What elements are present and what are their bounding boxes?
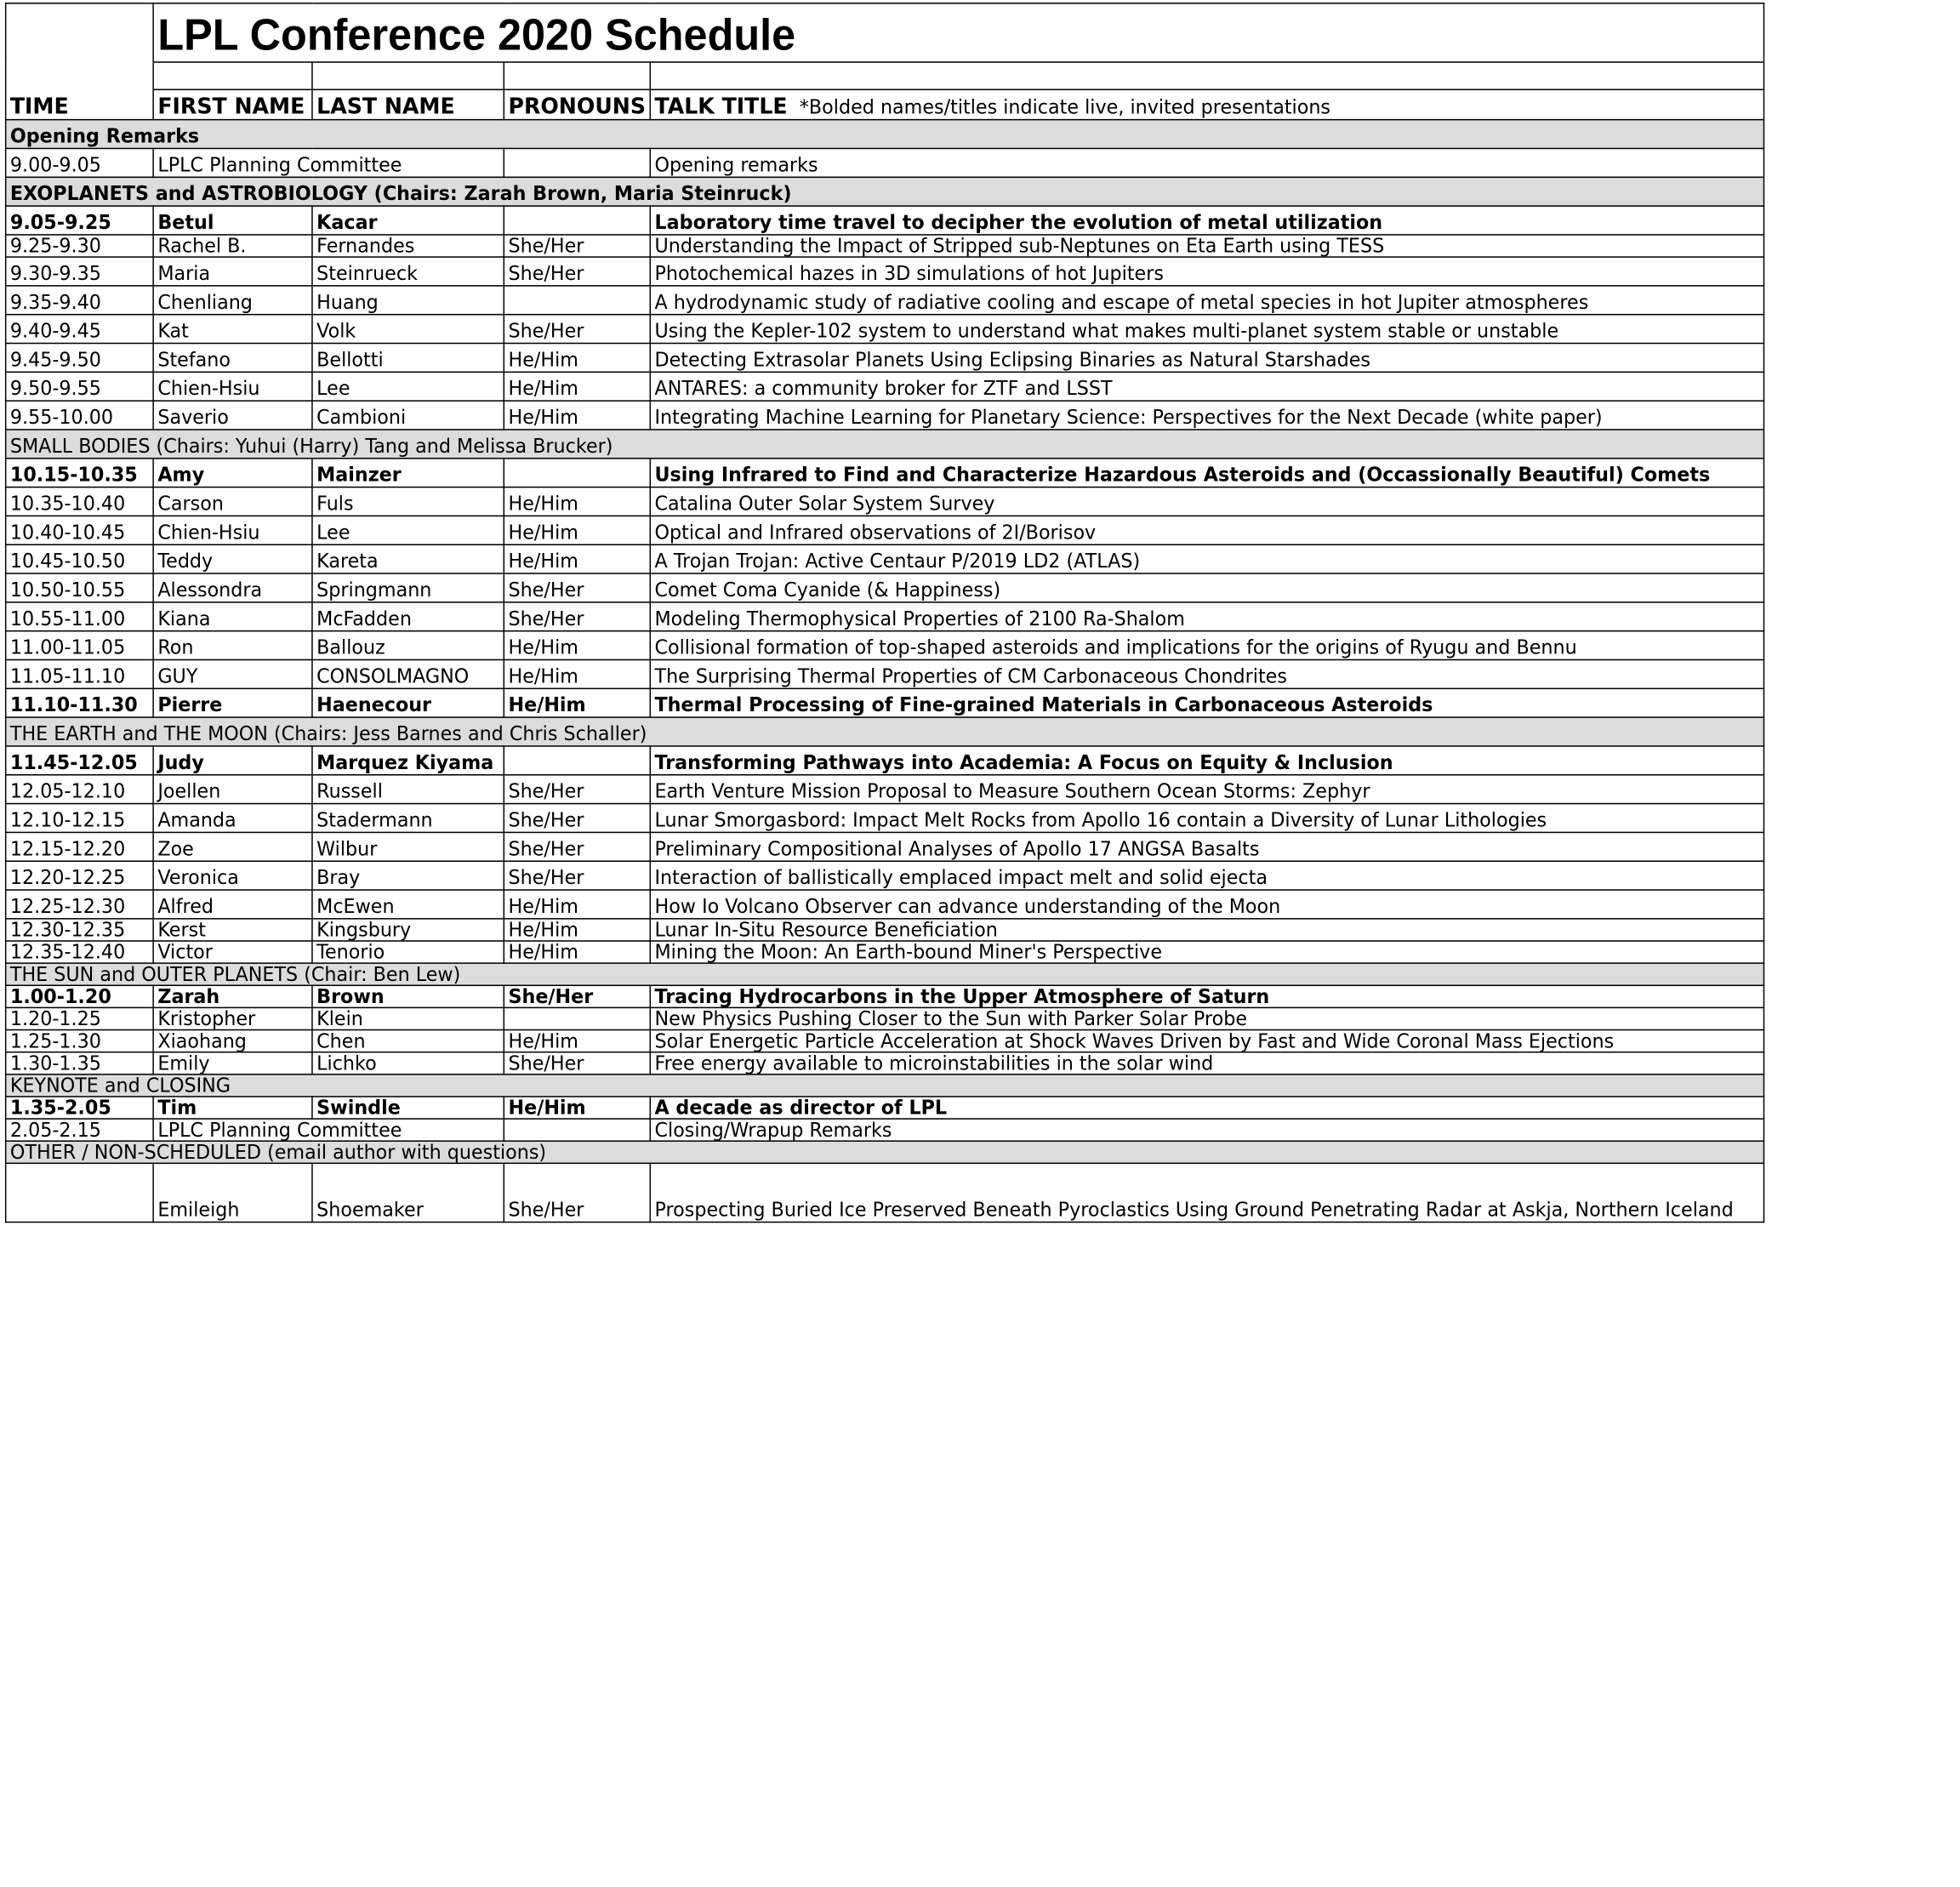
section-header-row xyxy=(6,430,1764,459)
time-cell: 1.35-2.05 xyxy=(6,1097,153,1119)
last-name-cell: Shoemaker xyxy=(312,1163,504,1222)
pronouns-cell: He/Him xyxy=(504,344,650,373)
first-name-cell: Chien-Hsiu xyxy=(153,372,312,401)
section-header: THE EARTH and THE MOON (Chairs: Jess Barnes and Chris Schaller) xyxy=(6,717,1764,746)
time-cell: 12.20-12.25 xyxy=(6,861,153,890)
pronouns-cell: She/Her xyxy=(504,602,650,631)
title-blank-cell xyxy=(6,3,153,62)
pronouns-cell: She/Her xyxy=(504,985,650,1007)
pronouns-cell: He/Him xyxy=(504,660,650,689)
time-cell: 11.10-11.30 xyxy=(6,688,153,717)
talk-title-cell: A hydrodynamic study of radiative cooling and escape of metal species in hot Jupiter atmospheres xyxy=(650,286,1763,315)
last-name-cell: Lee xyxy=(312,516,504,544)
schedule-row xyxy=(6,775,1764,804)
page-title: LPL Conference 2020 Schedule xyxy=(157,10,796,60)
schedule-row xyxy=(6,832,1764,861)
talk-title-cell: Understanding the Impact of Stripped sub-Neptunes on Eta Earth using TESS xyxy=(650,235,1763,257)
pronouns-cell: He/Him xyxy=(504,919,650,941)
last-name-cell: Fuls xyxy=(312,487,504,516)
schedule-row xyxy=(6,148,1764,177)
schedule-row xyxy=(6,919,1764,941)
schedule-row xyxy=(6,631,1764,660)
last-name-cell: Kareta xyxy=(312,544,504,573)
section-header-row xyxy=(6,717,1764,746)
section-header-row xyxy=(6,177,1764,206)
first-name-cell: Ron xyxy=(153,631,312,660)
presenter-cell: LPLC Planning Committee xyxy=(153,148,504,177)
pronouns-cell xyxy=(504,1007,650,1029)
time-cell: 10.45-10.50 xyxy=(6,544,153,573)
section-header-row xyxy=(6,1075,1764,1097)
schedule-row xyxy=(6,1007,1764,1029)
title-row xyxy=(6,3,1764,62)
last-name-cell: Steinrueck xyxy=(312,257,504,286)
talk-title-cell: Integrating Machine Learning for Planetary Science: Perspectives for the Next Decade (white paper) xyxy=(650,401,1763,430)
first-name-cell: Teddy xyxy=(153,544,312,573)
schedule-row xyxy=(6,235,1764,257)
time-cell: 1.20-1.25 xyxy=(6,1007,153,1029)
last-name-cell: Cambioni xyxy=(312,401,504,430)
schedule-row xyxy=(6,602,1764,631)
spacer-cell xyxy=(312,62,504,89)
section-header-row xyxy=(6,1141,1764,1163)
pronouns-cell: She/Her xyxy=(504,1163,650,1222)
first-name-cell: Carson xyxy=(153,487,312,516)
first-name-cell: Veronica xyxy=(153,861,312,890)
talk-title-cell: Earth Venture Mission Proposal to Measure Southern Ocean Storms: Zephyr xyxy=(650,775,1763,804)
section-header-row xyxy=(6,963,1764,985)
pronouns-cell xyxy=(504,286,650,315)
pronouns-cell xyxy=(504,148,650,177)
schedule-row xyxy=(6,459,1764,487)
time-cell: 10.50-10.55 xyxy=(6,573,153,602)
last-name-cell: Haenecour xyxy=(312,688,504,717)
pronouns-cell: She/Her xyxy=(504,235,650,257)
talk-title-cell: Modeling Thermophysical Properties of 2100 Ra-Shalom xyxy=(650,602,1763,631)
talk-title-cell: Comet Coma Cyanide (& Happiness) xyxy=(650,573,1763,602)
time-cell: 1.25-1.30 xyxy=(6,1030,153,1052)
spacer-cell xyxy=(650,62,1763,89)
schedule-row xyxy=(6,941,1764,963)
time-cell: 12.35-12.40 xyxy=(6,941,153,963)
talk-title-cell: Photochemical hazes in 3D simulations of hot Jupiters xyxy=(650,257,1763,286)
time-cell: 9.35-9.40 xyxy=(6,286,153,315)
presenter-cell: LPLC Planning Committee xyxy=(153,1119,504,1141)
first-name-cell: Xiaohang xyxy=(153,1030,312,1052)
schedule-row xyxy=(6,286,1764,315)
pronouns-cell: He/Him xyxy=(504,401,650,430)
schedule-row xyxy=(6,1097,1764,1119)
first-name-cell: Amanda xyxy=(153,804,312,833)
talk-title-cell: Lunar In-Situ Resource Beneficiation xyxy=(650,919,1763,941)
time-cell: 11.45-12.05 xyxy=(6,746,153,775)
pronouns-cell: He/Him xyxy=(504,487,650,516)
first-name-cell: GUY xyxy=(153,660,312,689)
last-name-cell: CONSOLMAGNO xyxy=(312,660,504,689)
section-header: THE SUN and OUTER PLANETS (Chair: Ben Lew) xyxy=(6,963,1764,985)
column-header-time: TIME xyxy=(6,89,153,119)
last-name-cell: Fernandes xyxy=(312,235,504,257)
column-header-last-name: LAST NAME xyxy=(312,89,504,119)
pronouns-cell: She/Her xyxy=(504,1052,650,1075)
talk-title-cell: Thermal Processing of Fine-grained Materials in Carbonaceous Asteroids xyxy=(650,688,1763,717)
schedule-row xyxy=(6,401,1764,430)
talk-title-cell: Interaction of ballistically emplaced impact melt and solid ejecta xyxy=(650,861,1763,890)
talk-title-cell: Free energy available to microinstabilities in the solar wind xyxy=(650,1052,1763,1075)
time-cell: 1.30-1.35 xyxy=(6,1052,153,1075)
last-name-cell: Springmann xyxy=(312,573,504,602)
first-name-cell: Amy xyxy=(153,459,312,487)
pronouns-cell: She/Her xyxy=(504,573,650,602)
schedule-row xyxy=(6,573,1764,602)
last-name-cell: Wilbur xyxy=(312,832,504,861)
talk-title-cell: Collisional formation of top-shaped asteroids and implications for the origins of Ryugu and Bennu xyxy=(650,631,1763,660)
time-cell: 12.05-12.10 xyxy=(6,775,153,804)
talk-title-cell: Tracing Hydrocarbons in the Upper Atmosphere of Saturn xyxy=(650,985,1763,1007)
pronouns-cell: He/Him xyxy=(504,890,650,919)
last-name-cell: Huang xyxy=(312,286,504,315)
schedule-table xyxy=(5,3,1764,1223)
time-cell: 9.30-9.35 xyxy=(6,257,153,286)
schedule-row xyxy=(6,660,1764,689)
talk-title-cell: Prospecting Buried Ice Preserved Beneath Pyroclastics Using Ground Penetrating Radar at Askja, Northern Iceland xyxy=(650,1163,1763,1222)
header-row xyxy=(6,89,1764,119)
time-cell: 11.05-11.10 xyxy=(6,660,153,689)
pronouns-cell: She/Her xyxy=(504,804,650,833)
pronouns-cell: She/Her xyxy=(504,315,650,344)
last-name-cell: Stadermann xyxy=(312,804,504,833)
first-name-cell: Chien-Hsiu xyxy=(153,516,312,544)
talk-title-cell: Opening remarks xyxy=(650,148,1763,177)
talk-title-cell: Optical and Infrared observations of 2I/Borisov xyxy=(650,516,1763,544)
schedule-row xyxy=(6,257,1764,286)
talk-title-cell: Lunar Smorgasbord: Impact Melt Rocks from Apollo 16 contain a Diversity of Lunar Lithologies xyxy=(650,804,1763,833)
talk-title-cell: Transforming Pathways into Academia: A Focus on Equity & Inclusion xyxy=(650,746,1763,775)
talk-title-cell: Catalina Outer Solar System Survey xyxy=(650,487,1763,516)
talk-title-cell: How Io Volcano Observer can advance understanding of the Moon xyxy=(650,890,1763,919)
time-cell: 2.05-2.15 xyxy=(6,1119,153,1141)
time-cell: 9.45-9.50 xyxy=(6,344,153,373)
section-header: KEYNOTE and CLOSING xyxy=(6,1075,1764,1097)
first-name-cell: Emileigh xyxy=(153,1163,312,1222)
pronouns-cell xyxy=(504,206,650,235)
first-name-cell: Saverio xyxy=(153,401,312,430)
talk-title-cell: The Surprising Thermal Properties of CM Carbonaceous Chondrites xyxy=(650,660,1763,689)
talk-title-label: TALK TITLE xyxy=(654,94,788,120)
schedule-row xyxy=(6,985,1764,1007)
last-name-cell: Lichko xyxy=(312,1052,504,1075)
bold-note: *Bolded names/titles indicate live, invited presentations xyxy=(799,95,1331,119)
talk-title-cell: ANTARES: a community broker for ZTF and LSST xyxy=(650,372,1763,401)
column-header-first-name: FIRST NAME xyxy=(153,89,312,119)
first-name-cell: Zarah xyxy=(153,985,312,1007)
talk-title-cell: Solar Energetic Particle Acceleration at Shock Waves Driven by Fast and Wide Coronal Mass Ejections xyxy=(650,1030,1763,1052)
first-name-cell: Chenliang xyxy=(153,286,312,315)
last-name-cell: Tenorio xyxy=(312,941,504,963)
talk-title-cell: Using the Kepler-102 system to understand what makes multi-planet system stable or unstable xyxy=(650,315,1763,344)
schedule-row xyxy=(6,890,1764,919)
first-name-cell: Victor xyxy=(153,941,312,963)
first-name-cell: Zoe xyxy=(153,832,312,861)
first-name-cell: Kerst xyxy=(153,919,312,941)
talk-title-cell: Laboratory time travel to decipher the evolution of metal utilization xyxy=(650,206,1763,235)
time-cell: 9.50-9.55 xyxy=(6,372,153,401)
spacer-cell xyxy=(6,62,153,89)
last-name-cell: Russell xyxy=(312,775,504,804)
pronouns-cell xyxy=(504,1119,650,1141)
schedule-row xyxy=(6,516,1764,544)
first-name-cell: Alfred xyxy=(153,890,312,919)
talk-title-cell: Detecting Extrasolar Planets Using Eclipsing Binaries as Natural Starshades xyxy=(650,344,1763,373)
schedule-row xyxy=(6,1030,1764,1052)
first-name-cell: Maria xyxy=(153,257,312,286)
time-cell: 9.40-9.45 xyxy=(6,315,153,344)
talk-title-cell: A decade as director of LPL xyxy=(650,1097,1763,1119)
first-name-cell: Kristopher xyxy=(153,1007,312,1029)
last-name-cell: Bellotti xyxy=(312,344,504,373)
pronouns-cell: He/Him xyxy=(504,516,650,544)
time-cell: 12.25-12.30 xyxy=(6,890,153,919)
last-name-cell: Lee xyxy=(312,372,504,401)
first-name-cell: Kat xyxy=(153,315,312,344)
time-cell: 12.15-12.20 xyxy=(6,832,153,861)
section-header: SMALL BODIES (Chairs: Yuhui (Harry) Tang and Melissa Brucker) xyxy=(6,430,1764,459)
section-header-row xyxy=(6,120,1764,149)
time-cell: 9.25-9.30 xyxy=(6,235,153,257)
pronouns-cell: He/Him xyxy=(504,544,650,573)
pronouns-cell: She/Her xyxy=(504,861,650,890)
schedule-row xyxy=(6,372,1764,401)
talk-title-cell: New Physics Pushing Closer to the Sun with Parker Solar Probe xyxy=(650,1007,1763,1029)
spacer-row xyxy=(6,62,1764,89)
schedule-row xyxy=(6,344,1764,373)
last-name-cell: McFadden xyxy=(312,602,504,631)
first-name-cell: Tim xyxy=(153,1097,312,1119)
pronouns-cell: She/Her xyxy=(504,775,650,804)
first-name-cell: Emily xyxy=(153,1052,312,1075)
last-name-cell: Ballouz xyxy=(312,631,504,660)
time-cell: 12.10-12.15 xyxy=(6,804,153,833)
schedule-row xyxy=(6,861,1764,890)
first-name-cell: Rachel B. xyxy=(153,235,312,257)
first-name-cell: Judy xyxy=(153,746,312,775)
first-name-cell: Pierre xyxy=(153,688,312,717)
last-name-cell: Volk xyxy=(312,315,504,344)
first-name-cell: Stefano xyxy=(153,344,312,373)
time-cell: 9.55-10.00 xyxy=(6,401,153,430)
column-header-pronouns: PRONOUNS xyxy=(504,89,650,119)
pronouns-cell: He/Him xyxy=(504,372,650,401)
pronouns-cell: He/Him xyxy=(504,941,650,963)
schedule-row xyxy=(6,746,1764,775)
last-name-cell: McEwen xyxy=(312,890,504,919)
talk-title-cell: Mining the Moon: An Earth-bound Miner's Perspective xyxy=(650,941,1763,963)
column-header-talk-title xyxy=(650,89,1763,119)
section-header: Opening Remarks xyxy=(6,120,1764,149)
title-cell xyxy=(153,3,1763,62)
schedule-row xyxy=(6,206,1764,235)
talk-title-cell: Closing/Wrapup Remarks xyxy=(650,1119,1763,1141)
pronouns-cell xyxy=(504,746,650,775)
time-cell: 10.15-10.35 xyxy=(6,459,153,487)
time-cell: 1.00-1.20 xyxy=(6,985,153,1007)
schedule-row xyxy=(6,544,1764,573)
last-name-cell: Bray xyxy=(312,861,504,890)
spacer-cell xyxy=(153,62,312,89)
time-cell: 10.35-10.40 xyxy=(6,487,153,516)
pronouns-cell xyxy=(504,459,650,487)
last-name-cell: Kingsbury xyxy=(312,919,504,941)
talk-title-cell: Preliminary Compositional Analyses of Apollo 17 ANGSA Basalts xyxy=(650,832,1763,861)
last-name-cell: Chen xyxy=(312,1030,504,1052)
schedule-row xyxy=(6,1119,1764,1141)
last-name-cell: Marquez Kiyama xyxy=(312,746,504,775)
talk-title-cell: Using Infrared to Find and Characterize Hazardous Asteroids and (Occassionally Beautiful) Comets xyxy=(650,459,1763,487)
pronouns-cell: She/Her xyxy=(504,257,650,286)
schedule-row xyxy=(6,804,1764,833)
last-name-cell: Klein xyxy=(312,1007,504,1029)
pronouns-cell: He/Him xyxy=(504,688,650,717)
schedule-row xyxy=(6,487,1764,516)
spacer-cell xyxy=(504,62,650,89)
time-cell: 9.05-9.25 xyxy=(6,206,153,235)
first-name-cell: Kiana xyxy=(153,602,312,631)
last-name-cell: Swindle xyxy=(312,1097,504,1119)
last-name-cell: Kacar xyxy=(312,206,504,235)
first-name-cell: Joellen xyxy=(153,775,312,804)
time-cell: 12.30-12.35 xyxy=(6,919,153,941)
schedule-row xyxy=(6,1052,1764,1075)
time-cell: 9.00-9.05 xyxy=(6,148,153,177)
time-cell: 10.55-11.00 xyxy=(6,602,153,631)
talk-title-cell: A Trojan Trojan: Active Centaur P/2019 LD2 (ATLAS) xyxy=(650,544,1763,573)
schedule-row xyxy=(6,315,1764,344)
last-name-cell: Brown xyxy=(312,985,504,1007)
section-header: OTHER / NON-SCHEDULED (email author with questions) xyxy=(6,1141,1764,1163)
pronouns-cell: He/Him xyxy=(504,1030,650,1052)
time-cell: 10.40-10.45 xyxy=(6,516,153,544)
last-name-cell: Mainzer xyxy=(312,459,504,487)
time-cell xyxy=(6,1163,153,1222)
pronouns-cell: He/Him xyxy=(504,1097,650,1119)
pronouns-cell: She/Her xyxy=(504,832,650,861)
section-header: EXOPLANETS and ASTROBIOLOGY (Chairs: Zarah Brown, Maria Steinruck) xyxy=(6,177,1764,206)
time-cell: 11.00-11.05 xyxy=(6,631,153,660)
first-name-cell: Alessondra xyxy=(153,573,312,602)
schedule-row xyxy=(6,1163,1764,1222)
first-name-cell: Betul xyxy=(153,206,312,235)
schedule-row xyxy=(6,688,1764,717)
pronouns-cell: He/Him xyxy=(504,631,650,660)
